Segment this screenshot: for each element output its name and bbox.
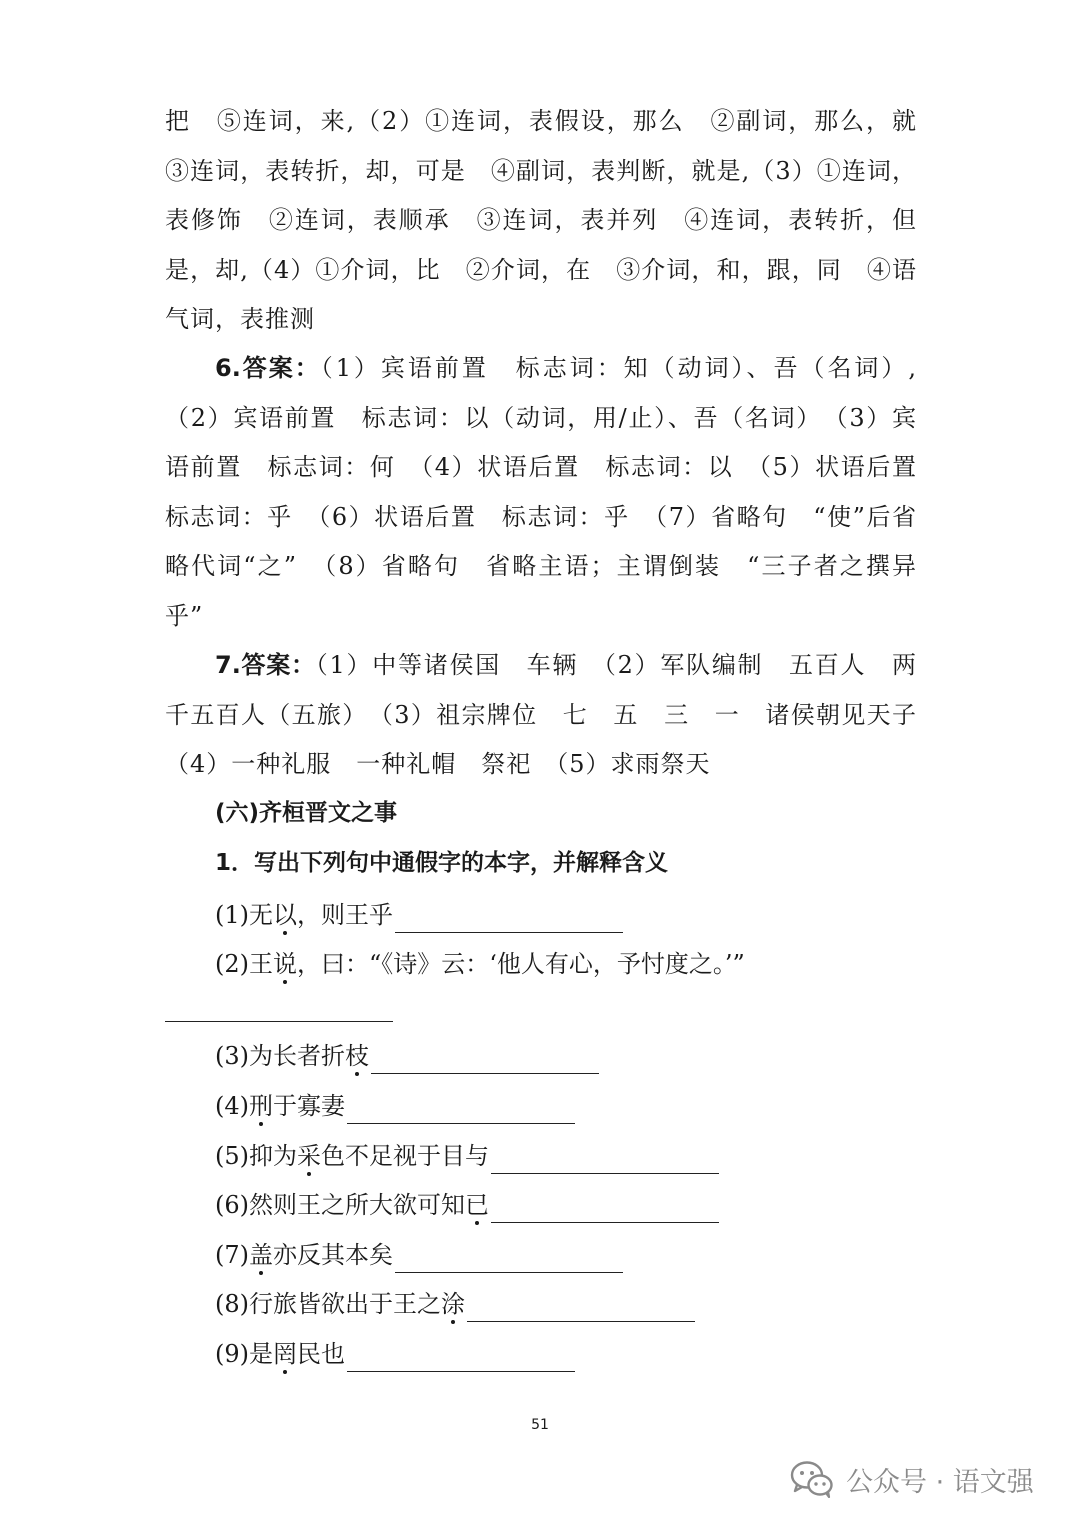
emphasis-char: 刑 bbox=[249, 1092, 273, 1120]
wechat-icon bbox=[790, 1460, 834, 1498]
emphasis-char: 采 bbox=[297, 1142, 321, 1170]
exercise-item-8 bbox=[215, 1286, 695, 1322]
item-text-post: 色不足视于目与 bbox=[321, 1142, 489, 1170]
answer-blank[interactable] bbox=[371, 1045, 599, 1074]
emphasis-char: 说 bbox=[273, 950, 297, 978]
item-text-post: 亦反其本矣 bbox=[273, 1241, 393, 1269]
exercise-item-1 bbox=[215, 897, 623, 933]
answer-blank[interactable] bbox=[347, 1343, 575, 1372]
answer-7 bbox=[165, 641, 942, 790]
watermark-text: 公众号 · 语文强 bbox=[846, 1466, 1034, 1498]
answer-blank[interactable] bbox=[395, 904, 623, 933]
item-text-pre: (6)然则王之所大欲可知 bbox=[215, 1191, 465, 1219]
page-number: 51 bbox=[531, 1417, 549, 1433]
answer-6-label: 6.答案： bbox=[215, 354, 321, 382]
section-title: (六)齐桓晋文之事 bbox=[215, 800, 398, 826]
exercise-item-2 bbox=[215, 946, 745, 982]
item-text-pre: (3)为长者折 bbox=[215, 1042, 345, 1070]
item-text-pre: (8)行旅皆欲出于王之 bbox=[215, 1290, 441, 1318]
item-text-pre: (2)王 bbox=[215, 950, 273, 978]
emphasis-char: 枝 bbox=[345, 1042, 369, 1070]
item-text-post: ，则王乎 bbox=[297, 901, 393, 929]
watermark bbox=[790, 1455, 1034, 1503]
exercise-item-7 bbox=[215, 1237, 623, 1273]
emphasis-char: 盖 bbox=[249, 1241, 273, 1269]
answer-blank[interactable] bbox=[491, 1194, 719, 1223]
item-text-post: 民也 bbox=[297, 1340, 345, 1368]
answer-7-text: （1）中等诸侯国 车辆 （2）军队编制 五百人 两千五百人（五旅） （3）祖宗牌位 七 五 三 一 诸侯朝见天子 （4）一种礼服 一种礼帽 祭祀 （5）求雨祭天 bbox=[165, 651, 942, 778]
exercise-item-9 bbox=[215, 1336, 575, 1372]
item-text-pre: (9)是 bbox=[215, 1340, 273, 1368]
answer-blank[interactable] bbox=[347, 1095, 575, 1124]
answer-blank[interactable] bbox=[395, 1244, 623, 1273]
answer-7-label: 7.答案： bbox=[215, 651, 316, 679]
emphasis-char: 涂 bbox=[441, 1290, 465, 1318]
answer-blank[interactable] bbox=[165, 1020, 393, 1022]
item-text-post: 于寡妻 bbox=[273, 1092, 345, 1120]
emphasis-char: 罔 bbox=[273, 1340, 297, 1368]
exercise-item-4 bbox=[215, 1088, 575, 1124]
exercise-item-3 bbox=[215, 1038, 599, 1074]
exercise-item-5 bbox=[215, 1138, 719, 1174]
answer-6-text: （1）宾语前置 标志词：知（动词）、吾（名词）,（2）宾语前置 标志词：以（动词，用/止）、吾（名词） （3）宾语前置 标志词：何 （4）状语后置 标志词：以 （5）状语后置 标志词：乎 （6）状语后置 标志词：乎 （7）省略句 “使”后省略代词“之” （8）省略句 省略主语；主谓倒装 “三子者之撰异乎” bbox=[165, 354, 942, 630]
answer-5-continuation: 把 ⑤连词，来,（2）①连词，表假设，那么 ②副词，那么，就 ③连词，表转折，却，可是 ④副词，表判断，就是,（3）①连词，表修饰 ②连词，表顺承 ③连词，表并列 ④连词，表转折，但是，却,（4）①介词，比 ②介词，在 ③介词，和，跟，同 ④语气词，表推测 bbox=[165, 107, 942, 333]
answer-blank[interactable] bbox=[467, 1293, 695, 1322]
question-title: 1．写出下列句中通假字的本字，并解释含义 bbox=[215, 850, 669, 876]
exercise-item-6 bbox=[215, 1187, 719, 1223]
item-text-pre: (7) bbox=[215, 1241, 249, 1269]
item-text-pre: (1)无 bbox=[215, 901, 273, 929]
item-text-post: ，曰：“《诗》云：‘他人有心，予忖度之。’” bbox=[297, 950, 745, 978]
item-text-pre: (4) bbox=[215, 1092, 249, 1120]
item-text-pre: (5)抑为 bbox=[215, 1142, 297, 1170]
emphasis-char: 已 bbox=[465, 1191, 489, 1219]
emphasis-char: 以 bbox=[273, 901, 297, 929]
answer-6 bbox=[165, 344, 942, 641]
answer-blank[interactable] bbox=[491, 1145, 719, 1174]
